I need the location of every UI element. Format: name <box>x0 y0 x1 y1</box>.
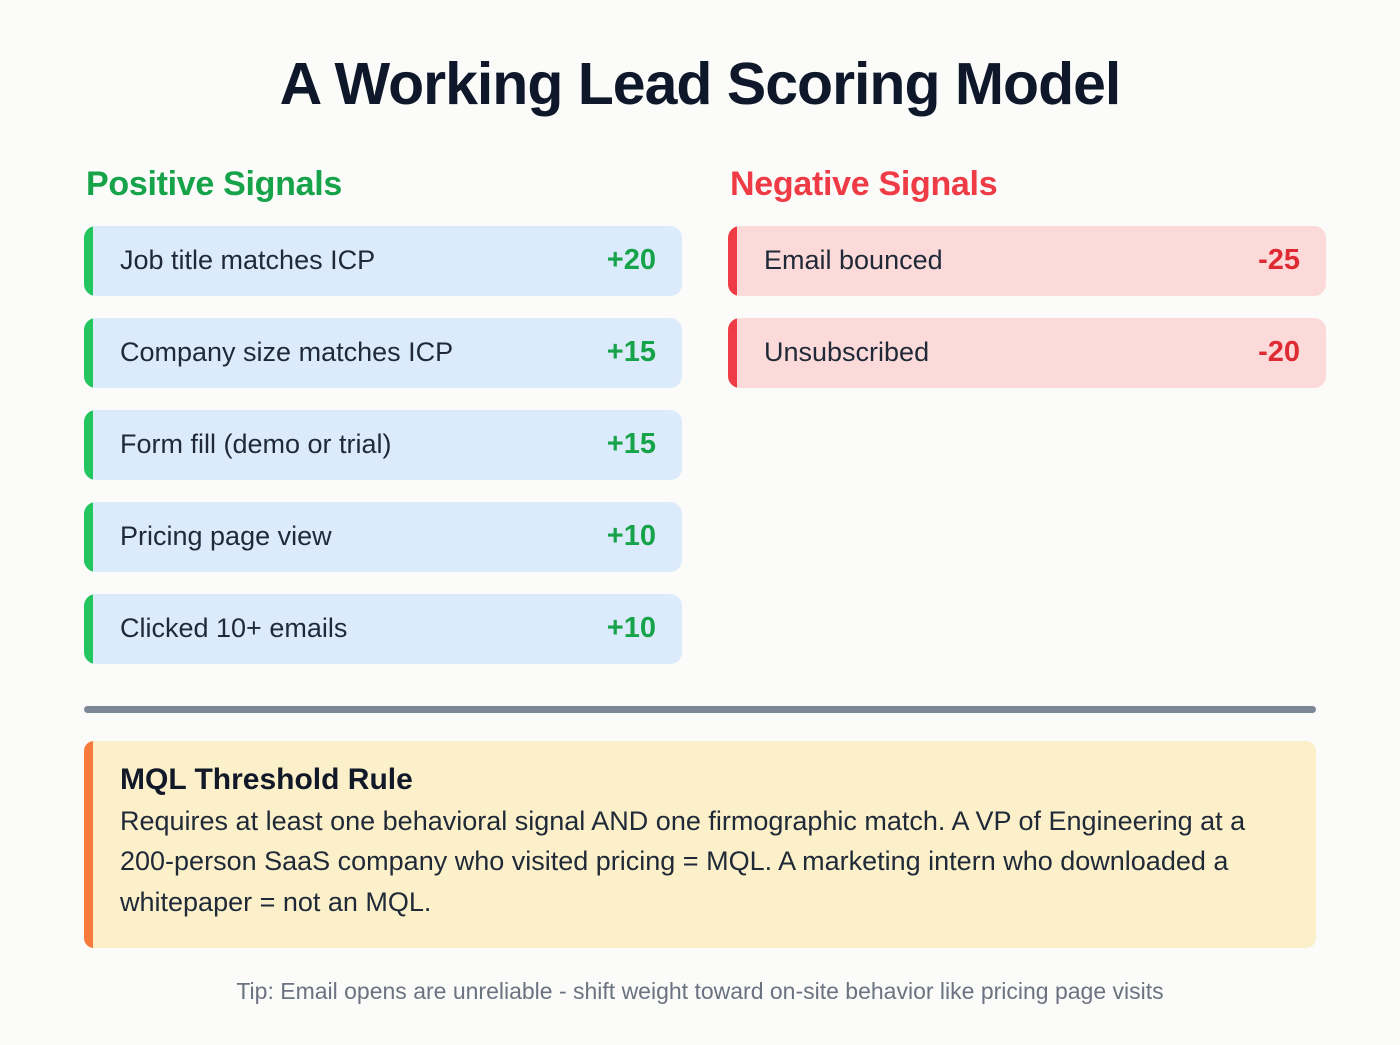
mql-threshold-callout <box>84 741 1316 949</box>
callout-title: MQL Threshold Rule <box>120 762 413 796</box>
positive-signals-heading: Positive Signals <box>86 164 342 203</box>
signal-score: -20 <box>1258 336 1300 369</box>
accent-bar-icon <box>84 502 93 572</box>
negative-signals-heading: Negative Signals <box>730 164 998 203</box>
signal-score: -25 <box>1258 244 1300 277</box>
negative-signals-column <box>728 165 1326 686</box>
accent-bar-icon <box>84 318 93 388</box>
signal-score: +15 <box>606 336 656 369</box>
signal-label: Pricing page view <box>120 521 332 552</box>
accent-bar-icon <box>728 226 737 296</box>
signal-label: Job title matches ICP <box>120 245 376 276</box>
signal-score: +20 <box>606 244 656 277</box>
page-title: A Working Lead Scoring Model <box>279 51 1121 117</box>
callout-body: Requires at least one behavioral signal AND one firmographic match. A VP of Engineering at a 200-person SaaS company who visited pricing = MQL. A marketing intern who downloaded a whitepaper = not an MQL. <box>120 805 1246 917</box>
section-divider <box>84 706 1316 713</box>
accent-bar-icon <box>84 741 93 949</box>
signals-columns <box>84 165 1316 686</box>
signal-score: +10 <box>606 612 656 645</box>
signal-label: Clicked 10+ emails <box>120 613 348 644</box>
positive-signals-column <box>84 165 682 686</box>
list-item <box>84 410 682 480</box>
accent-bar-icon <box>728 318 737 388</box>
list-item <box>84 502 682 572</box>
accent-bar-icon <box>84 410 93 480</box>
signal-score: +15 <box>606 428 656 461</box>
signal-label: Unsubscribed <box>764 337 930 368</box>
list-item <box>728 318 1326 388</box>
accent-bar-icon <box>84 226 93 296</box>
list-item <box>84 594 682 664</box>
list-item <box>84 318 682 388</box>
signal-label: Email bounced <box>764 245 943 276</box>
list-item <box>84 226 682 296</box>
signal-label: Form fill (demo or trial) <box>120 429 392 460</box>
signal-label: Company size matches ICP <box>120 337 454 368</box>
signal-score: +10 <box>606 520 656 553</box>
list-item <box>728 226 1326 296</box>
accent-bar-icon <box>84 594 93 664</box>
footer-tip: Tip: Email opens are unreliable - shift weight toward on-site behavior like pricing page visits <box>236 978 1164 1005</box>
